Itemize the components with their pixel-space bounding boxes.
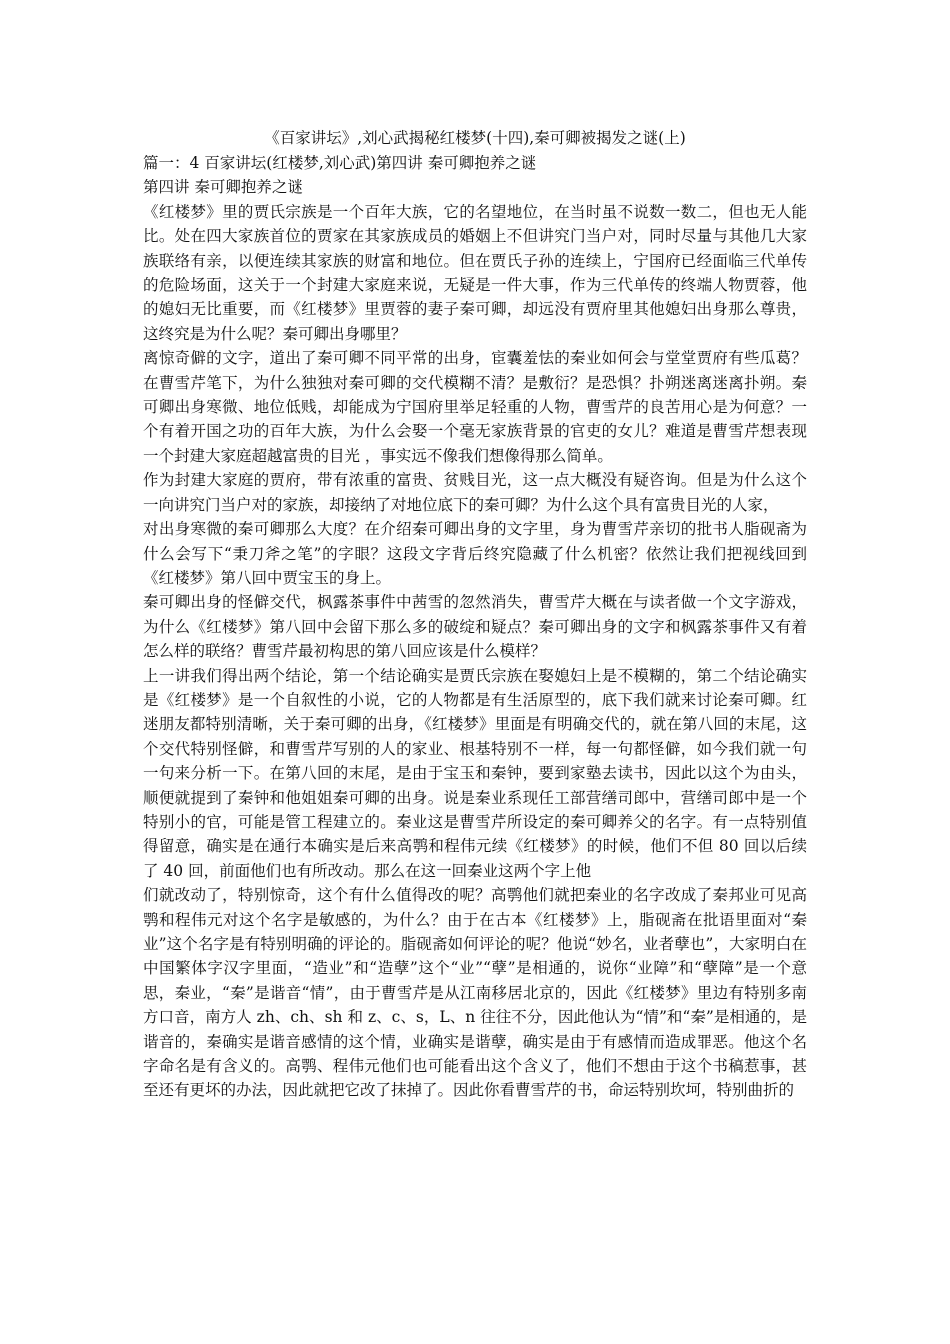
document-title: 《百家讲坛》,刘心武揭秘红楼梦(十四),秦可卿被揭发之谜(上)	[264, 129, 686, 147]
paragraph: 《红楼梦》里的贾氏宗族是一个百年大族，它的名望地位，在当时虽不说数一数二，但也无人能比。处在四大家族首位的贾家在其家族成员的婚姻上不但讲究门当户对，同时尽量与其他几大家族联络有亲，以便连续其家族的财富和地位。但在贾氏子孙的连续上，宁国府已经面临三代单传的危险场面，这关于一个封建大家庭来说，无疑是一件大事，作为三代单传的终端人物贾蓉，他的媳妇无比重要，而《红楼梦》里贾蓉的妻子秦可卿，却远没有贾府里其他媳妇出身那么尊贵，这终究是为什么呢？秦可卿出身哪里？	[143, 202, 807, 343]
paragraph: 作为封建大家庭的贾府，带有浓重的富贵、贫贱目光，这一点大概没有疑咨询。但是为什么这个一向讲究门当户对的家族，却接纳了对地位底下的秦可卿？为什么这个具有富贵目光的人家，	[143, 471, 807, 514]
paragraph: 对出身寒微的秦可卿那么大度？在介绍秦可卿出身的文字里，身为曹雪芹亲切的批书人脂砚斋为什么会写下“秉刀斧之笔”的字眼？这段文字背后终究隐藏了什么机密？依然让我们把视线回到《红楼梦》第八回中贾宝玉的身上。	[143, 520, 807, 587]
paragraph: 离惊奇僻的文字，道出了秦可卿不同平常的出身，宦囊羞怯的秦业如何会与堂堂贾府有些瓜葛？在曹雪芹笔下，为什么独独对秦可卿的交代模糊不清？是敷衍？是恐惧？扑朔迷离迷离扑朔。秦可卿出身寒微、地位低贱，却能成为宁国府里举足轻重的人物，曹雪芹的良苦用心是为何意？一个有着开国之功的百年大族，为什么会娶一个毫无家族背景的官吏的女儿？难道是曹雪芹想表现一个封建大家庭超越富贵的目光 ，事实远不像我们想像得那么简单。	[143, 349, 807, 465]
document-body	[143, 151, 807, 1103]
paragraph-lecture-heading: 第四讲 秦可卿抱养之谜	[143, 178, 303, 197]
paragraph: 上一讲我们得出两个结论，第一个结论确实是贾氏宗族在娶媳妇上是不模糊的，第二个结论确实是《红楼梦》是一个自叙性的小说，它的人物都是有生活原型的，底下我们就来讨论秦可卿。红迷朋友都特别清晰，关于秦可卿的出身，《红楼梦》里面是有明确交代的，就在第八回的末尾，这个交代特别怪僻，和曹雪芹写别的人的家业、根基特别不一样，每一句都怪僻，如今我们就一句一句来分析一下。在第八回的末尾，是由于宝玉和秦钟，要到家塾去读书，因此以这个为由头，顺便就提到了秦钟和他姐姐秦可卿的出身。说是秦业系现任工部营缮司郎中，营缮司郎中是一个特别小的官，可能是管工程建立的。秦业这是曹雪芹所设定的秦可卿养父的名字。有一点特别值得留意，确实是在通行本确实是后来高鹗和程伟元续《红楼梦》的时候，他们不但 80 回以后续了 40 回，前面他们也有所改动。那么在这一回秦业这两个字上他	[143, 666, 807, 880]
paragraph: 们就改动了，特别惊奇，这个有什么值得改的呢？高鹗他们就把秦业的名字改成了秦邦业可见高鹗和程伟元对这个名字是敏感的，为什么？由于在古本《红楼梦》上，脂砚斋在批语里面对“秦业”这个名字是有特别明确的评论的。脂砚斋如何评论的呢？他说“妙名，业者孽也”，大家明白在中国繁体字汉字里面，“造业”和“造孽”这个“业”“孽”是相通的，说你“业障”和“孽障”是一个意思，秦业，“秦”是谐音“情”，由于曹雪芹是从江南移居北京的，因此《红楼梦》里边有特别多南方口音，南方人 zh、ch、sh 和 z、c、s，L、n 往往不分，因此他认为“情”和“秦”是相通的，是谐音的，秦确实是谐音感情的这个情，业确实是谐孽，确实是由于有感情而造成罪恶。他这个名字命名是有含义的。高鹗、程伟元他们也可能看出这个含义了，他们不想由于这个书稿惹事，甚至还有更坏的办法，因此就把它改了抹掉了。因此你看曹雪芹的书，命运特别坎坷，特别曲折的	[143, 886, 807, 1100]
paragraph: 秦可卿出身的怪僻交代，枫露茶事件中茜雪的忽然消失，曹雪芹大概在与读者做一个文字游戏，为什么《红楼梦》第八回中会留下那么多的破绽和疑点？秦可卿出身的文字和枫露茶事件又有着怎么样的联络？曹雪芹最初构思的第八回应该是什么模样？	[143, 593, 807, 661]
paragraph-section-heading: 篇一：4 百家讲坛(红楼梦,刘心武)第四讲 秦可卿抱养之谜	[143, 154, 537, 172]
